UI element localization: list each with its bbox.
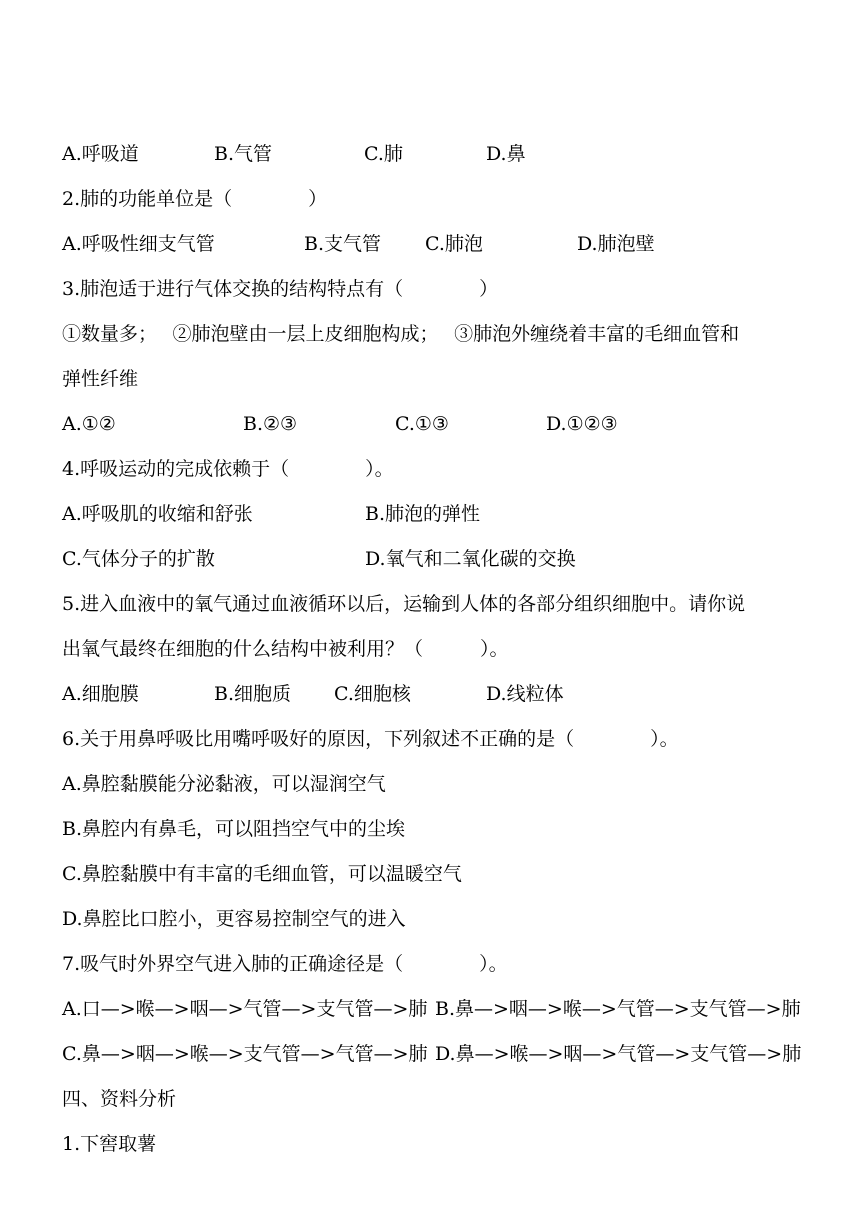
q7-stem: 7.吸气时外界空气进入肺的正确途径是（ ）。	[62, 953, 508, 975]
q4-option-c: C.气体分子的扩散	[62, 548, 215, 570]
q3-statements-line1: ①数量多； ②肺泡壁由一层上皮细胞构成； ③肺泡外缠绕着丰富的毛细血管和	[62, 323, 740, 345]
q1-option-d: D.鼻	[486, 143, 526, 165]
q2-option-b: B.支气管	[304, 233, 382, 255]
q5-option-b: B.细胞质	[214, 683, 292, 705]
q5-stem-line2: 出氧气最终在细胞的什么结构中被利用？（ ）。	[62, 638, 509, 660]
q6-option-d: D.鼻腔比口腔小，更容易控制空气的进入	[62, 908, 406, 930]
q6-option-b: B.鼻腔内有鼻毛，可以阻挡空气中的尘埃	[62, 818, 406, 840]
q3-option-b: B.②③	[243, 413, 298, 435]
q5-stem-line1: 5.进入血液中的氧气通过血液循环以后，运输到人体的各部分组织细胞中。请你说	[62, 593, 746, 615]
q6-option-c: C.鼻腔黏膜中有丰富的毛细血管，可以温暖空气	[62, 863, 462, 885]
q4-stem: 4.呼吸运动的完成依赖于（ ）。	[62, 458, 394, 480]
q1-option-c: C.肺	[364, 143, 403, 165]
section4-heading: 四、资料分析	[62, 1088, 177, 1110]
q3-option-c: C.①③	[395, 413, 449, 435]
q2-stem: 2.肺的功能单位是（ ）	[62, 188, 328, 210]
q7-option-a: A.口—>喉—>咽—>气管—>支气管—>肺	[62, 998, 428, 1020]
q1-option-b: B.气管	[214, 143, 273, 165]
q6-stem: 6.关于用鼻呼吸比用嘴呼吸好的原因，下列叙述不正确的是（ ）。	[62, 728, 679, 750]
q5-option-c: C.细胞核	[334, 683, 411, 705]
q3-option-a: A.①②	[62, 413, 116, 435]
q2-option-d: D.肺泡壁	[577, 233, 655, 255]
q3-option-d: D.①②③	[546, 413, 618, 435]
q7-option-b: B.鼻—>咽—>喉—>气管—>支气管—>肺	[435, 998, 801, 1020]
q7-option-c: C.鼻—>咽—>喉—>支气管—>气管—>肺	[62, 1043, 428, 1065]
q2-option-c: C.肺泡	[425, 233, 483, 255]
section4-item1: 1.下窖取薯	[62, 1133, 157, 1155]
q5-option-d: D.线粒体	[486, 683, 564, 705]
q7-option-d: D.鼻—>喉—>咽—>气管—>支气管—>肺	[435, 1043, 802, 1065]
q4-option-a: A.呼吸肌的收缩和舒张	[62, 503, 253, 525]
q4-option-d: D.氧气和二氧化碳的交换	[365, 548, 576, 570]
q5-option-a: A.细胞膜	[62, 683, 139, 705]
q3-statements-line2: 弹性纤维	[62, 368, 139, 390]
q1-option-a: A.呼吸道	[62, 143, 139, 165]
q2-option-a: A.呼吸性细支气管	[62, 233, 215, 255]
q4-option-b: B.肺泡的弹性	[365, 503, 481, 525]
q6-option-a: A.鼻腔黏膜能分泌黏液，可以湿润空气	[62, 773, 386, 795]
q3-stem: 3.肺泡适于进行气体交换的结构特点有（ ）	[62, 278, 499, 300]
